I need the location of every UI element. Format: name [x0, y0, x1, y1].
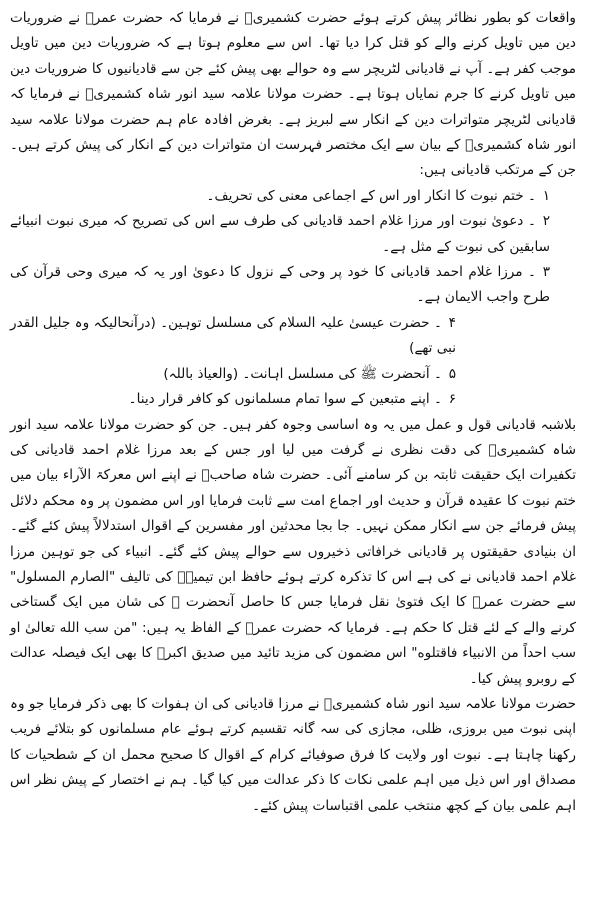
list-text: آنحضرت ﷺ کی مسلسل اہانت۔ (والعیاذ باللہ): [163, 365, 430, 382]
kufr-reasons-list: [10, 184, 576, 413]
list-text: دعویٰ نبوت اور مرزا غلام احمد قادیانی کی طرف سے اس کی تصریح کہ میری نبوت انبیائے سابقین کی نبوت کے مثل ہے۔: [10, 213, 550, 255]
list-text: اپنے متبعین کے سوا تمام مسلمانوں کو کافر قرار دینا۔: [128, 391, 430, 408]
list-item: ۴۔ حضرت عیسیٰ علیہ السلام کی مسلسل توہین۔ (درآنحالیکہ وہ جلیل القدر نبی تھے): [10, 311, 576, 362]
list-number: ۲: [542, 213, 551, 230]
list-item: ۳۔ مرزا غلام احمد قادیانی کا خود پر وحی کے نزول کا دعویٰ اور یہ کہ میری وحی قرآن کی طرح واجب الایمان ہے۔: [10, 260, 576, 311]
list-item: ۵۔ آنحضرت ﷺ کی مسلسل اہانت۔ (والعیاذ باللہ): [10, 362, 576, 387]
paragraph-body: بلاشبہ قادیانی قول و عمل میں یہ وہ اساسی وجوہ کفر ہیں۔ جن کو حضرت مولانا علامہ سید انور شاہ کشمیریؒ کی دقت نظری نے گرفت میں لیا اور جس کے بعد مرزا غلام احمد قادیانی کی تکفیرات ایک حقیقت ثابتہ بن کر سامنے آئی۔ حضرت شاہ صاحبؒ نے اپنے اس معرکۃ الآراء بیان میں ختم نبوت کا عقیدہ قرآن و حدیث اور اجماع امت سے ثابت فرمایا اور اس مضمون پر وہ محکم دلائل پیش فرمائے جن سے انکار ممکن نہیں۔ جا بجا محدثین اور مفسرین کے اقوال استدلالاً پیش کئے گئے۔ ان بنیادی حقیقتوں پر قادیانی خرافاتی ذخیروں سے حوالے پیش کئے گئے۔ انبیاء کی جو توہین مرزا غلام احمد قادیانی نے کی ہے اس کا تذکرہ کرتے ہوئے حافظ ابن تیمیہؒ کی تالیف "الصارم المسلول" سے حضرت عمرؓ کا ایک فتویٰ نقل فرمایا جس کا حاصل آنحضرت ﷺ کی شان میں ایک گستاخی کرنے والے کے لئے قتل کا حکم ہے۔ فرمایا کہ حضرت عمرؓ کے الفاظ یہ ہیں: "من سب الله تعالیٰ او سب احداً من الانبیاء فاقتلوه" اس مضمون کی مزید تائید میں صدیق اکبرؓ کا بھی ایک فیصلہ عدالت کے روبرو پیش کیا۔: [10, 416, 576, 687]
list-item: ۲۔ دعویٰ نبوت اور مرزا غلام احمد قادیانی کی طرف سے اس کی تصریح کہ میری نبوت انبیائے سابقین کی نبوت کے مثل ہے۔: [10, 209, 576, 260]
list-item: ۱۔ ختم نبوت کا انکار اور اس کے اجماعی معنی کی تحریف۔: [10, 184, 576, 209]
list-text: ختم نبوت کا انکار اور اس کے اجماعی معنی کی تحریف۔: [206, 187, 524, 204]
list-text: حضرت عیسیٰ علیہ السلام کی مسلسل توہین۔ (درآنحالیکہ وہ جلیل القدر نبی تھے): [10, 314, 456, 357]
list-text: مرزا غلام احمد قادیانی کا خود پر وحی کے نزول کا دعویٰ اور یہ کہ میری وحی قرآن کی طرح واجب الایمان ہے۔: [10, 264, 550, 306]
list-number: ۳: [542, 264, 550, 281]
list-item: ۶۔ اپنے متبعین کے سوا تمام مسلمانوں کو کافر قرار دینا۔: [10, 387, 576, 412]
paragraph-intro: واقعات کو بطور نظائر پیش کرتے ہوئے حضرت کشمیریؒ نے فرمایا کہ حضرت عمرؓ نے ضروریات دین میں تاویل کرنے والے کو قتل کرا دیا تھا۔ اس سے معلوم ہوتا ہے کہ ضروریات دین میں تاویل موجب کفر ہے۔ آپ نے قادیانی لٹریچر سے وہ حوالے بھی پیش کئے جن سے قادیانیوں کا ضروریات دین میں تاویل کرنے کا جرم نمایاں ہوتا ہے۔ حضرت مولانا علامہ سید انور شاہ کشمیریؒ نے فرمایا کہ قادیانی لٹریچر متواترات دین کے انکار سے لبریز ہے۔ بغرض افادہ عام ہم حضرت مولانا علامہ سید انور شاہ کشمیریؒ کے بیان سے ایک مختصر فہرست ان متواترات دین کے انکار کی پیش کرتے ہیں۔ جن کے مرتکب قادیانی ہیں:: [10, 10, 576, 179]
list-number: ۵: [448, 365, 456, 382]
list-number: ۴: [448, 314, 456, 331]
paragraph-closing: حضرت مولانا علامہ سید انور شاہ کشمیریؒ نے مرزا قادیانی کی ان ہفوات کا بھی ذکر فرمایا جو وہ اپنی نبوت میں بروزی، ظلی، مجازی کی سہ گانہ تقسیم کرتے ہوئے عام مسلمانوں کو بتلائے فریب رکھنا چاہتا ہے۔ نبوت اور ولایت کا فرق صوفیائے کرام کے اقوال کا صحیح محمل ان کے شطحیات کا مصداق اور اس ذیل میں اہم علمی نکات کا ذکر عدالت میں کیا گیا۔ ہم نے اختصار کے پیش نظر اس اہم علمی بیان کے کچھ منتخب علمی اقتباسات پیش کئے۔: [10, 695, 576, 814]
list-number: ۱: [542, 187, 550, 204]
list-number: ۶: [448, 391, 456, 408]
